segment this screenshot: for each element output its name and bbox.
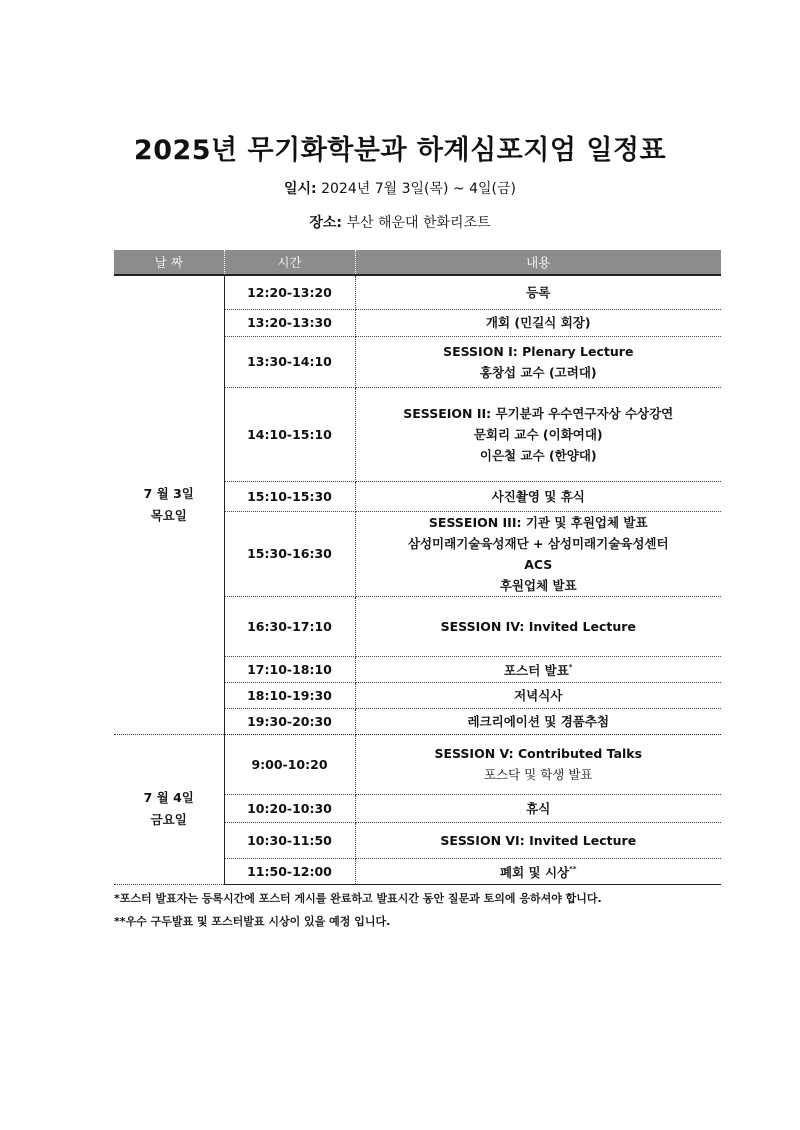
content-line: SESSEION II: 무기분과 우수연구자상 수상강연: [403, 405, 674, 421]
time-cell: 13:20-13:30: [224, 309, 355, 336]
date-value: 2024년 7월 3일(목) ~ 4일(금): [316, 181, 516, 197]
footnote-mark: **: [569, 865, 577, 873]
header-time: 시간: [224, 250, 355, 275]
content-text: 포스터 발표: [504, 663, 569, 678]
time-cell: 11:50-12:00: [224, 858, 355, 884]
content-line: 홍창섭 교수 (고려대): [479, 364, 597, 380]
content-line: 삼성미래기술육성재단 + 삼성미래기술육성센터: [407, 535, 669, 551]
content-line: ACS: [524, 556, 553, 572]
content-cell: [355, 596, 721, 656]
content-cell: [355, 794, 721, 822]
content-line: 문회리 교수 (이화여대): [473, 426, 603, 442]
content-cell: [355, 858, 721, 884]
footnote-award: **우수 구두발표 및 포스터발표 시상이 있을 예정 입니다.: [114, 915, 391, 928]
schedule-table: [114, 250, 721, 885]
content-line: [356, 657, 722, 681]
content-cell: [355, 481, 721, 511]
content-line: 개회 (민길식 회장): [485, 315, 591, 330]
content-line: 포스닥 및 학생 발표: [483, 767, 593, 782]
content-line: 저녁식사: [514, 687, 563, 703]
content-cell: [355, 734, 721, 794]
table-row: [114, 275, 721, 309]
content-cell: [355, 309, 721, 336]
content-cell: [355, 275, 721, 309]
header-date: 날 짜: [114, 250, 224, 275]
content-line: SESSION VI: Invited Lecture: [440, 832, 637, 848]
footnote-mark: *: [568, 663, 573, 671]
content-line: 등록: [526, 284, 551, 300]
time-cell: 18:10-19:30: [224, 682, 355, 708]
time-cell: 17:10-18:10: [224, 656, 355, 682]
time-cell: 10:30-11:50: [224, 822, 355, 858]
content-cell: [355, 708, 721, 734]
content-cell: [355, 682, 721, 708]
place-label: 장소:: [309, 215, 343, 231]
content-line: 휴식: [526, 800, 551, 816]
day-weekday: 목요일: [150, 507, 187, 523]
time-cell: 14:10-15:10: [224, 387, 355, 481]
place-value: 부산 해운대 한화리조트: [342, 215, 491, 231]
page-title: 2025년 무기화학분과 하계심포지엄 일정표: [133, 135, 667, 166]
content-text: 폐회 및 시상: [500, 865, 570, 880]
day-date: 7 월 4일: [143, 790, 194, 805]
content-line: SESSION V: Contributed Talks: [434, 746, 643, 761]
event-date: [0, 178, 800, 198]
content-cell: [355, 656, 721, 682]
time-cell: 13:30-14:10: [224, 336, 355, 387]
time-cell: 9:00-10:20: [224, 734, 355, 794]
content-cell: [355, 822, 721, 858]
header-content: 내용: [355, 250, 721, 275]
content-line: SESSION I: Plenary Lecture: [443, 343, 634, 359]
content-line: 후원업체 발표: [499, 577, 577, 593]
table-row: [114, 734, 721, 794]
time-cell: 10:20-10:30: [224, 794, 355, 822]
content-line: SESSION IV: Invited Lecture: [440, 618, 636, 634]
content-line: 이은철 교수 (한양대): [479, 447, 597, 463]
content-line: SESSEION III: 기관 및 후원업체 발표: [428, 514, 648, 530]
time-cell: 15:10-15:30: [224, 481, 355, 511]
content-cell: [355, 336, 721, 387]
content-line: 사진촬영 및 휴식: [491, 488, 585, 504]
time-cell: 16:30-17:10: [224, 596, 355, 656]
time-cell: 12:20-13:20: [224, 275, 355, 309]
footnote-poster: *포스터 발표자는 등록시간에 포스터 게시를 완료하고 발표시간 동안 질문과 토의에 응하셔야 합니다.: [114, 892, 602, 905]
event-place: [0, 212, 800, 232]
content-line: 레크리에이션 및 경품추첨: [467, 713, 610, 729]
day-cell-1: [114, 275, 224, 734]
content-line: [356, 859, 722, 883]
time-cell: 19:30-20:30: [224, 708, 355, 734]
day-date: 7 월 3일: [143, 485, 194, 501]
day-cell-2: [114, 734, 224, 884]
table-header-row: [114, 250, 721, 275]
content-cell: [355, 511, 721, 596]
time-cell: 15:30-16:30: [224, 511, 355, 596]
content-cell: [355, 387, 721, 481]
day-weekday: 금요일: [150, 812, 187, 827]
date-label: 일시:: [284, 181, 317, 197]
